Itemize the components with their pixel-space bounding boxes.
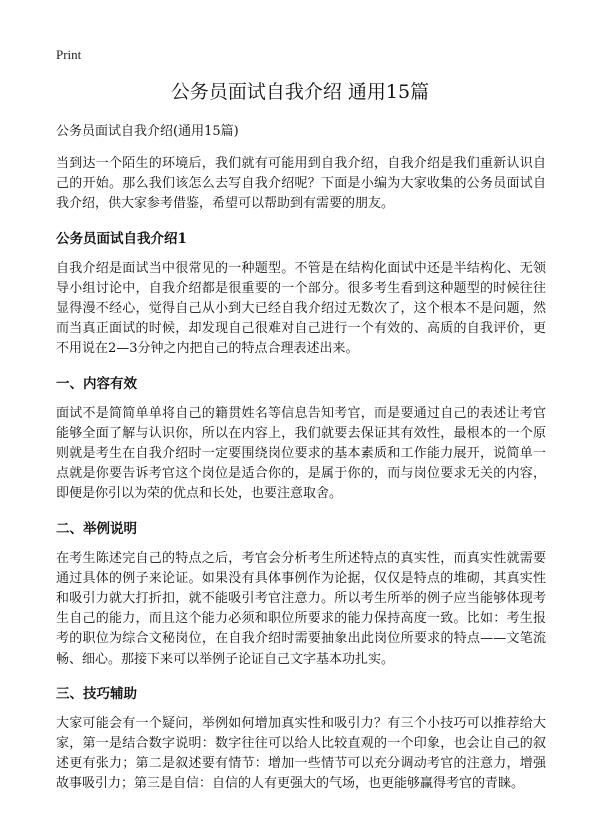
point-heading-techniques: 三、技巧辅助 xyxy=(56,685,137,702)
section-paragraph-1: 自我介绍是面试当中很常见的一种题型。不管是在结构化面试中还是半结构化、无领导小组讨论中，自我介绍都是很重要的一个部分。很多考生看到这种题型的时候往往显得漫不经心，觉得自己从小到大已经自我介绍过无数次了，这个根本不是问题，然而当真正面试的时候，却发现自己很难对自己进行一个有效的、高质的自我评价，更不用说在2—3分钟之内把自己的特点合理表述出来。 xyxy=(56,260,546,357)
point-heading-content: 一、内容有效 xyxy=(56,375,137,392)
section-heading-1: 公务员面试自我介绍1 xyxy=(56,230,187,247)
point-heading-examples: 二、举例说明 xyxy=(56,520,137,537)
page-title: 公务员面试自我介绍 通用15篇 xyxy=(170,81,430,103)
print-label[interactable]: Print xyxy=(56,47,82,62)
intro-paragraph: 当到达一个陌生的环境后，我们就有可能用到自我介绍，自我介绍是我们重新认识自己的开始。那么我们该怎么去写自我介绍呢？下面是小编为大家收集的公务员面试自我介绍，供大家参考借鉴，希望可以帮助到有需要的朋友。 xyxy=(56,156,546,212)
point-paragraph-techniques: 大家可能会有一个疑问，举例如何增加真实性和吸引力？有三个小技巧可以推荐给大家，第一是结合数字说明：数字往往可以给人比较直观的一个印象，也会让自己的叙述更有张力；第二是叙述要有情节：增加一些情节可以充分调动考官的注意力，增强故事吸引力；第三是自信：自信的人有更强大的气场，也更能够赢得考官的青睐。 xyxy=(56,715,546,792)
point-paragraph-content: 面试不是简简单单将自己的籍贯姓名等信息告知考官，而是要通过自己的表述让考官能够全面了解与认识你，所以在内容上，我们就要去保证其有效性，最根本的一个原则就是考生在自我介绍时一定要围绕岗位要求的基本素质和工作能力展开，说简单一点就是你要告诉考官这个岗位是适合你的，是属于你的，而与岗位要求无关的内容，即便是你引以为荣的优点和长处，也要注意取舍。 xyxy=(56,405,546,502)
document-body xyxy=(56,122,546,809)
document-subtitle: 公务员面试自我介绍(通用15篇) xyxy=(56,124,239,139)
point-paragraph-examples: 在考生陈述完自己的特点之后，考官会分析考生所述特点的真实性，而真实性就需要通过具体的例子来论证。如果没有具体事例作为论据，仅仅是特点的堆砌，其真实性和吸引力就大打折扣，就不能吸引考官注意力。所以考生所举的例子应当能够体现考生自己的能力，而且这个能力必须和职位所要求的能力保持高度一致。比如：考生报考的职位为综合文秘岗位，在自我介绍时需要抽象出此岗位所要求的特点——文笔流畅、细心。那接下来可以举例子论证自己文字基本功扎实。 xyxy=(56,550,546,667)
